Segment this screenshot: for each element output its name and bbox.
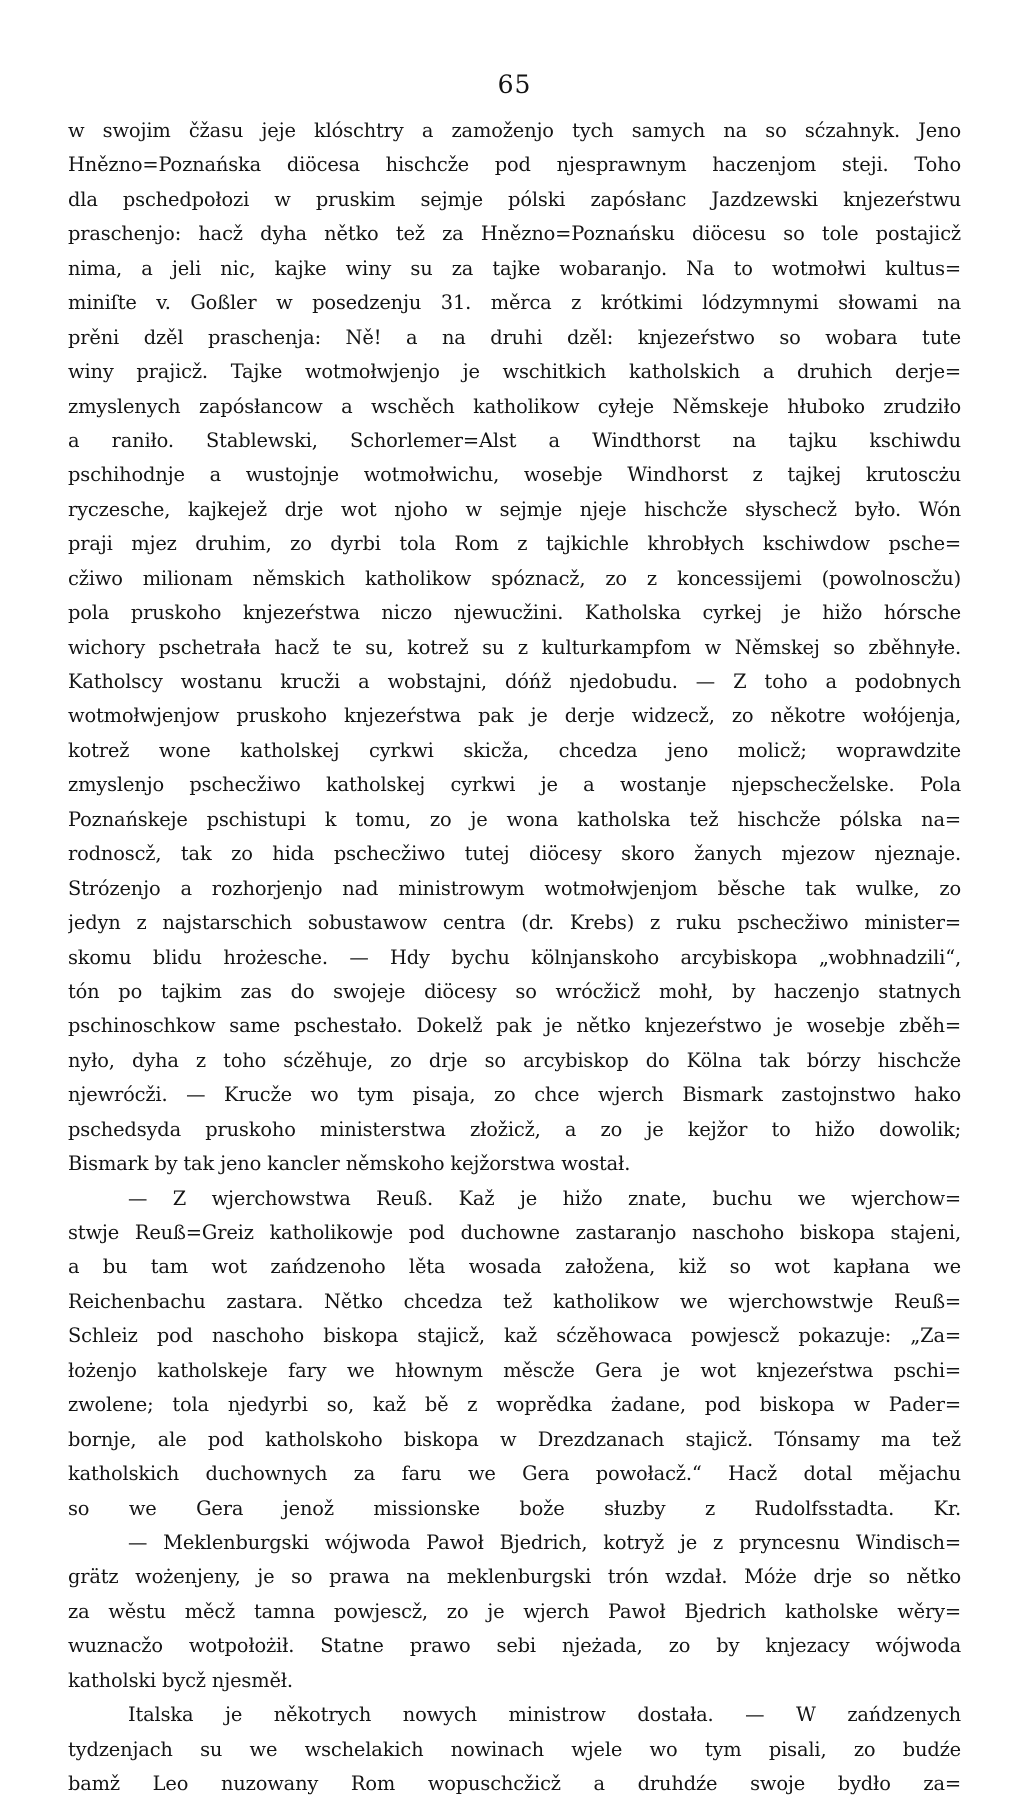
text-line: tydzenjach su we wschelakich nowinach wjele wo tym pisali, zo budźe bbox=[68, 1737, 961, 1761]
text-line: winy prajicž. Tajke wotmołwjenjo je wschitkich katholskich a druhich derje= bbox=[68, 360, 961, 384]
text-line: tón po tajkim zas do swojeje diöcesy so wrócžicž mohł, by haczenjo statnych bbox=[68, 979, 961, 1003]
text-line: Hnězno=Poznańska diöcesa hischcže pod njesprawnym haczenjom steji. Toho bbox=[68, 153, 961, 177]
text-line: w swojim čžasu jeje klóschtry a zamoženjo tych samych na so sćzahnyk. Jeno bbox=[68, 119, 961, 142]
text-line: nima, a jeli nic, kajke winy su za tajke wobaranjo. Na to wotmołwi kultus= bbox=[68, 256, 961, 280]
text-line: prěni dzěl praschenja: Ně! a na druhi dzěl: knjezeŕstwo so wobara tute bbox=[68, 325, 961, 349]
text-line: dla pschedpołozi w pruskim sejmje pólski zapósłanc Jazdzewski knjezeŕstwu bbox=[68, 187, 961, 211]
text-line: Strózenjo a rozhorjenjo nad ministrowym wotmołwjenjom běsche tak wulke, zo bbox=[68, 876, 961, 900]
text-line: — Z wjerchowstwa Reuß. Kaž je hižo znate, buchu we wjerchow= bbox=[128, 1186, 961, 1210]
text-line: wuznacžo wotpołożił. Statne prawo sebi njeżada, zo by knjezacy wójwoda bbox=[68, 1634, 961, 1658]
text-line: Reichenbachu zastara. Nětko chcedza tež katholikow we wjerchowstwje Reuß= bbox=[68, 1289, 961, 1313]
text-line: pschinoschkow same pschestało. Dokelž pak je nětko knjezeŕstwo je wosebje zběh= bbox=[68, 1014, 961, 1038]
text-line: ryczesche, kajkejež drje wot njoho w sejmje njeje hischcže słyschecž było. Wón bbox=[68, 497, 961, 521]
text-line: wotmołwjenjow pruskoho knjezeŕstwa pak je derje widzecž, zo někotre wołójenja, bbox=[68, 704, 961, 728]
text-line: pola pruskoho knjezeŕstwa niczo njewucžini. Katholska cyrkej je hižo hórsche bbox=[68, 601, 961, 625]
text-line: zmyslenych zapósłancow a wschěch katholikow cyłeje Němskeje hłuboko zrudziło bbox=[68, 394, 961, 418]
text-line: Katholscy wostanu krucži a wobstajni, dóńž njedobudu. — Z toho a podobnych bbox=[68, 670, 961, 693]
text-line: łożenjo katholskeje fary we hłownym měscže Gera je wot knjezeŕstwa pschi= bbox=[68, 1358, 961, 1382]
text-line: katholski bycž njesměł. bbox=[68, 1668, 293, 1692]
text-line: so we Gera jenož missionske bože słuzby z Rudolfsstadta. Kr. bbox=[68, 1496, 961, 1520]
text-line: zmyslenjo pschecžiwo katholskej cyrkwi je a wostanje njepschecželske. Pola bbox=[68, 773, 961, 797]
text-line: skomu blidu hrożesche. — Hdy bychu kölnjanskoho arcybiskopa „wobhnadzili“, bbox=[68, 945, 961, 969]
text-line: — Meklenburgski wójwoda Pawoł Bjedrich, kotryž je z pryncesnu Windisch= bbox=[128, 1530, 961, 1554]
text-line: katholskich duchownych za faru we Gera powołacž.“ Hacž dotal mějachu bbox=[68, 1462, 961, 1486]
text-line: praji mjez druhim, zo dyrbi tola Rom z tajkichle khrobłych kschiwdow psche= bbox=[68, 532, 961, 556]
text-line: miniſte v. Goßler w posedzenju 31. měrca z krótkimi lódzymnymi słowami na bbox=[68, 291, 961, 315]
text-line: cžiwo milionam němskich katholikow spóznacž, zo z koncessijemi (powolnoscžu) bbox=[68, 566, 961, 590]
text-line: pschihodnje a wustojnje wotmołwichu, wosebje Windhorst z tajkej krutoscżu bbox=[68, 463, 961, 487]
text-line: kotrež wone katholskej cyrkwi skicža, chcedza jeno molicž; woprawdzite bbox=[68, 738, 961, 762]
text-line: stwje Reuß=Greiz katholikowje pod duchowne zastaranjo naschoho biskopa stajeni, bbox=[68, 1221, 961, 1244]
text-line: praschenjo: hacž dyha nětko tež za Hnězno=Poznańsku diöcesu so tole postajicž bbox=[68, 222, 961, 246]
text-line: bamž Leo nuzowany Rom wopuschcžicž a druhdźe swoje bydło za= bbox=[68, 1772, 961, 1795]
text-line: wichory pschetrała hacž te su, kotrež su z kulturkampfom w Němskej so zběhnyłe. bbox=[68, 635, 961, 659]
text-line: njewrócži. — Krucže wo tym pisaja, zo chce wjerch Bismark zastojnstwo hako bbox=[68, 1083, 961, 1107]
text-line: nyło, dyha z toho sćzěhuje, zo drje so arcybiskop do Kölna tak bórzy hischcže bbox=[68, 1048, 961, 1072]
text-line: zwolene; tola njedyrbi so, kaž bě z woprědka żadane, pod biskopa w Pader= bbox=[68, 1393, 961, 1417]
page-number: 65 bbox=[497, 70, 532, 99]
text-line: jedyn z najstarschich sobustawow centra (dr. Krebs) z ruku pschecžiwo minister= bbox=[68, 911, 961, 935]
text-line: Italska je někotrych nowych ministrow dostała. — W zańdzenych bbox=[128, 1703, 961, 1727]
text-line: a bu tam wot zańdzenoho lěta wosada załožena, kiž so wot kapłana we bbox=[68, 1255, 961, 1279]
text-line: bornje, ale pod katholskoho biskopa w Drezdzanach stajicž. Tónsamy ma tež bbox=[68, 1427, 961, 1451]
text-line: Schleiz pod naschoho biskopa stajicž, kaž sćzěhowaca powjescž pokazuje: „Za= bbox=[68, 1324, 961, 1348]
text-line: rodnoscž, tak zo hida pschecžiwo tutej diöcesy skoro žanych mjezow njeznaje. bbox=[68, 842, 961, 866]
text-line: grätz wożenjeny, je so prawa na meklenburgski trón wzdał. Móże drje so nětko bbox=[68, 1565, 961, 1589]
text-line: Poznańskeje pschistupi k tomu, zo je wona katholska tež hischcže pólska na= bbox=[68, 807, 961, 831]
text-line: a raniło. Stablewski, Schorlemer=Alst a Windthorst na tajku kschiwdu bbox=[68, 428, 961, 452]
text-line: pschedsyda pruskoho ministerstwa złožicž, a zo je kejžor to hižo dowolik; bbox=[68, 1117, 961, 1141]
body-text bbox=[68, 114, 961, 1801]
document-page bbox=[68, 70, 961, 1795]
text-line: za wěstu měcž tamna powjescž, zo je wjerch Pawoł Bjedrich katholske wěry= bbox=[68, 1599, 961, 1623]
text-line: Bismark by tak jeno kancler němskoho kejžorstwa wostał. bbox=[68, 1152, 631, 1176]
